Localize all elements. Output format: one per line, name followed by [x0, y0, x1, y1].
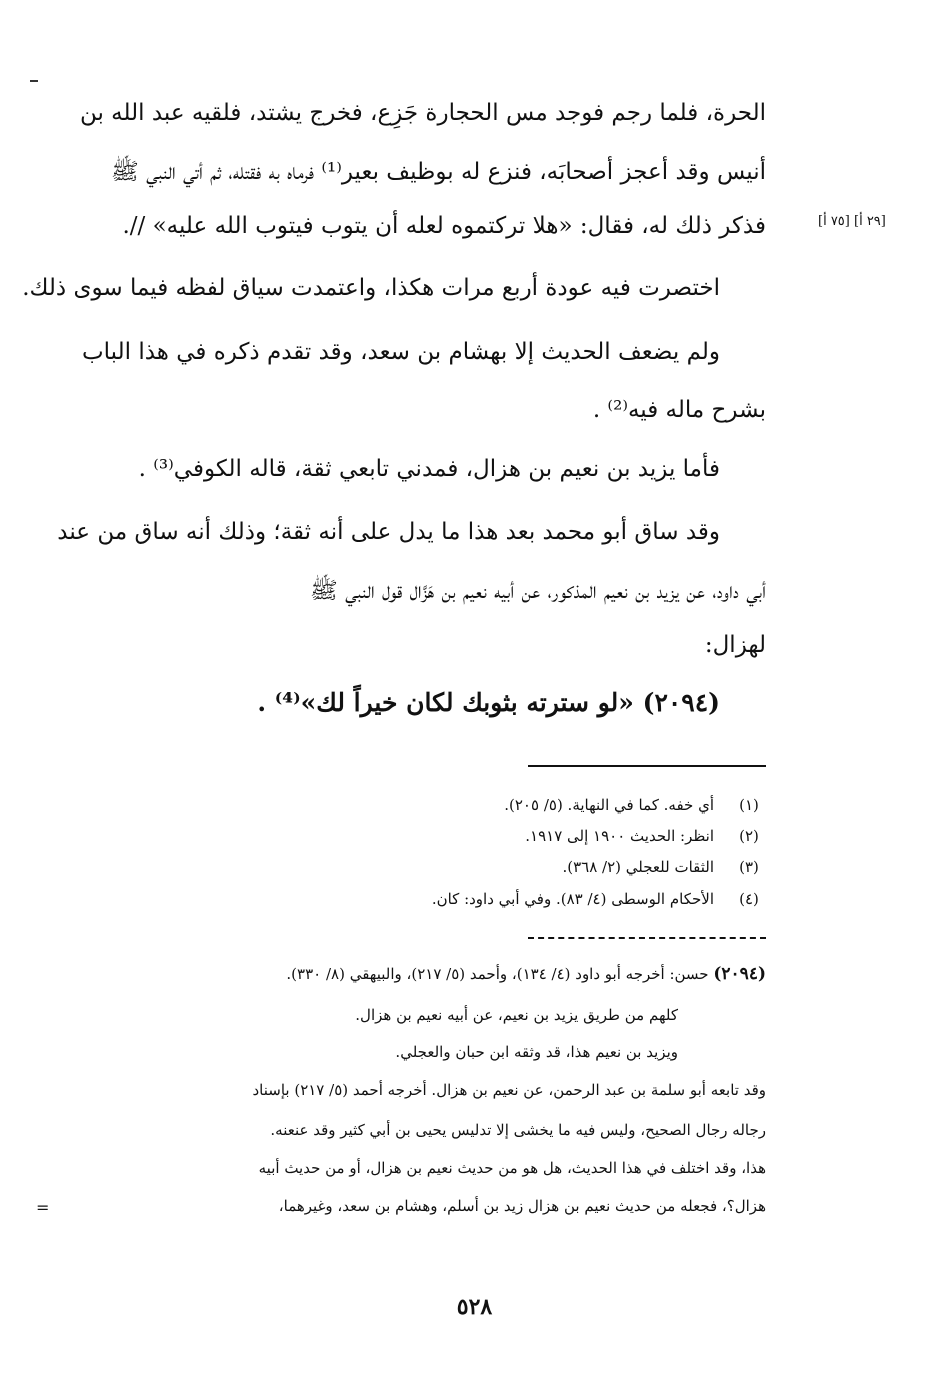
continuation-mark: = [36, 1198, 50, 1217]
hadith-number: (٢٠٩٤) [642, 688, 720, 717]
main-line: الحرة، فلما رجم فوجد مس الحجارة جَزِع، فخرج يشتد، فلقيه عبد الله بن [79, 100, 766, 126]
footnote-text: الأحكام الوسطى (٤/ ٨٣). وفي أبي داود: كان. [431, 890, 714, 908]
scan-mark [30, 80, 38, 82]
hadith-text: «لو سترته بثوبك لكان خيراً لك»⁽⁴⁾ . [257, 688, 634, 717]
takhrij-line: رجاله رجال الصحيح، وليس فيه ما يخشى إلا تدليس يحيى بن أبي كثير وقد عنعنه. [270, 1121, 766, 1139]
takhrij-line: هذا، وقد اختلف في هذا الحديث، هل هو من حديث نعيم بن هزال، أو من حديث أبيه [258, 1159, 766, 1177]
main-line: وقد ساق أبو محمد بعد هذا ما يدل على أنه ثقة؛ وذلك أنه ساق من عند [57, 519, 720, 545]
main-text [22, 0, 766, 720]
takhrij-text: حسن: أخرجه أبو داود (٤/ ١٣٤)، وأحمد (٥/ ٢١٧)، والبيهقي (٨/ ٣٣٠). [286, 965, 709, 983]
main-line: لهزال: [704, 632, 766, 658]
takhrij-line: كلهم من طريق يزيد بن نعيم، عن أبيه نعيم بن هزال. [355, 1006, 678, 1024]
main-line: ولم يضعف الحديث إلا بهشام بن سعد، وقد تقدم ذكره في هذا الباب [82, 339, 720, 365]
main-line: فذكر ذلك له، فقال: «هلا تركتموه لعله أن يتوب فيتوب الله عليه» //. [122, 213, 766, 239]
takhrij-line: هزال؟، فجعله من حديث نعيم بن هزال زيد بن أسلم، وهشام بن سعد، وغيرهما، [278, 1197, 766, 1215]
main-line: بشرح ماله فيه⁽²⁾ . [592, 397, 766, 423]
takhrij-line: وقد تابعه أبو سلمة بن عبد الرحمن، عن نعيم بن هزال. أخرجه أحمد (٥/ ٢١٧) بإسناد [252, 1081, 766, 1099]
main-line: أنيس وقد أعجز أصحابَه، فنزع له بوظيف بعير⁽¹⁾ فرماه به فقتله، ثم أتي النبي ﷺ [111, 159, 766, 185]
takhrij-number: (٢٠٩٤) [713, 964, 766, 984]
hadith-line [257, 688, 720, 717]
footnote-separator [528, 765, 766, 767]
footnote-text: الثقات للعجلي (٢/ ٣٦٨). [562, 858, 714, 876]
manuscript-folio-note: [٢٩ أ] [٧٥ أ] [818, 214, 886, 229]
page-number: ٥٢٨ [456, 1294, 493, 1320]
footnote-text: أي خفه. كما في النهاية. (٥/ ٢٠٥). [504, 796, 714, 814]
footnote-number: (١) [739, 796, 759, 814]
footnote-number: (٢) [739, 827, 759, 845]
main-line: أبي داود، عن يزيد بن نعيم المذكور، عن أبيه نعيم بن هَزَّال قول النبي ﷺ [310, 578, 766, 604]
takhrij-line: ويزيد بن نعيم هذا، قد وثقه ابن حبان والعجلي. [395, 1043, 678, 1061]
main-line: اختصرت فيه عودة أربع مرات هكذا، واعتمدت سياق لفظه فيما سوى ذلك. [22, 275, 720, 301]
main-line: فأما يزيد بن نعيم بن هزال، فمدني تابعي ثقة، قاله الكوفي⁽³⁾ . [138, 456, 720, 482]
takhrij-separator [528, 937, 766, 939]
takhrij-first-line [286, 964, 766, 984]
footnote-text: انظر: الحديث ١٩٠٠ إلى ١٩١٧. [525, 827, 714, 845]
footnote-number: (٣) [739, 858, 759, 876]
footnote-number: (٤) [739, 890, 759, 908]
